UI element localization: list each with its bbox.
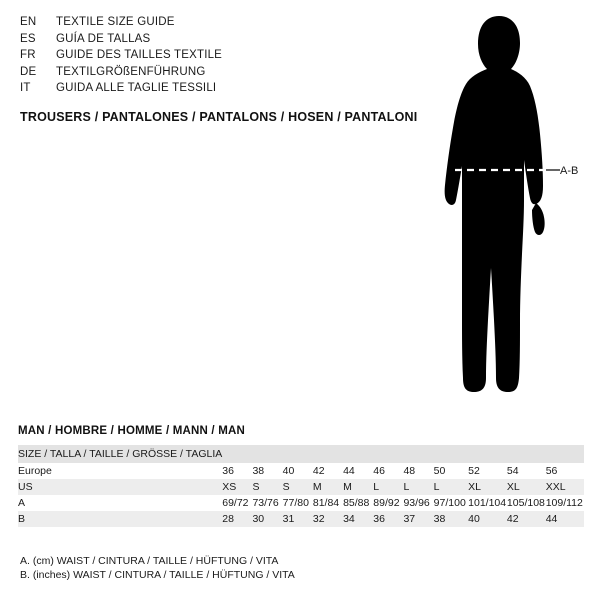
cell: 48 (403, 465, 416, 477)
language-row (20, 66, 400, 83)
cell: 38 (252, 465, 265, 477)
measure-label-ab: A-B (560, 165, 579, 177)
cell: 37 (403, 511, 433, 527)
cell (468, 445, 507, 463)
table-row (18, 479, 584, 495)
table-row (18, 463, 584, 479)
cell: 31 (283, 511, 313, 527)
size-table-area (18, 425, 584, 527)
cell (434, 445, 468, 463)
cell: 52 (468, 465, 480, 477)
cell: M (343, 479, 373, 495)
language-code: EN (20, 16, 37, 28)
cell (252, 445, 282, 463)
language-text: GUIDE DES TAILLES TEXTILE (56, 49, 223, 61)
cell (546, 445, 584, 463)
cell (373, 445, 403, 463)
page-title: TROUSERS / PANTALONES / PANTALONS / HOSEN / PANTALONI (20, 110, 418, 124)
row-label: A (18, 497, 26, 509)
cell: M (313, 479, 343, 495)
cell: 44 (343, 465, 355, 477)
language-row (20, 16, 400, 33)
cell: 44 (546, 511, 584, 527)
cell: S (283, 479, 313, 495)
cell: 32 (313, 511, 343, 527)
table-row (18, 445, 584, 463)
footnote-b: B. (inches) WAIST / CINTURA / TAILLE / HÜFTUNG / VITA (20, 569, 295, 581)
cell: 56 (545, 465, 558, 477)
language-code: FR (20, 49, 36, 61)
cell: 73/76 (252, 497, 279, 509)
cell: 77/80 (282, 497, 309, 509)
cell (313, 445, 343, 463)
table-caption: MAN / HOMBRE / HOMME / MANN / MAN (18, 425, 246, 437)
language-row (20, 82, 400, 99)
figure-illustration (400, 10, 600, 410)
cell: 101/104 (468, 497, 507, 509)
cell: XL (468, 479, 507, 495)
language-row (20, 49, 400, 66)
row-label: US (18, 479, 222, 495)
cell: XXL (546, 479, 584, 495)
cell: 42 (507, 511, 546, 527)
cell: XS (222, 479, 252, 495)
cell: 50 (433, 465, 446, 477)
cell: 54 (506, 465, 519, 477)
cell: 46 (373, 465, 385, 477)
language-list (20, 16, 400, 99)
cell: 93/96 (403, 497, 430, 509)
cell: 81/84 (312, 497, 340, 509)
language-code: IT (20, 82, 31, 94)
cell (507, 445, 546, 463)
cell: 105/108 (506, 497, 545, 509)
cell: 40 (282, 465, 295, 477)
man-silhouette-icon (400, 10, 600, 410)
language-code: ES (20, 32, 36, 45)
cell: 109/112 (545, 497, 583, 509)
cell (343, 445, 373, 463)
language-text: GUÍA DE TALLAS (56, 32, 151, 45)
language-text: TEXTILGRÖßENFÜHRUNG (56, 65, 206, 78)
size-table (18, 445, 584, 527)
row-label: Europe (18, 465, 52, 477)
cell: XL (507, 479, 546, 495)
cell: 36 (222, 465, 234, 477)
cell (222, 445, 252, 463)
cell: 28 (222, 511, 252, 527)
cell: S (252, 479, 282, 495)
cell: 40 (468, 511, 507, 527)
cell: 85/88 (343, 497, 370, 509)
cell: 42 (312, 465, 325, 477)
language-text: TEXTILE SIZE GUIDE (56, 16, 175, 28)
cell: L (434, 479, 468, 495)
cell: L (403, 479, 433, 495)
cell (283, 445, 313, 463)
footnote-a: A. (cm) WAIST / CINTURA / TAILLE / HÜFTUNG / VITA (20, 555, 279, 567)
cell: 97/100 (433, 497, 466, 509)
cell: 34 (343, 511, 373, 527)
row-label: B (18, 511, 222, 527)
row-label: SIZE / TALLA / TAILLE / GRÖSSE / TAGLIA (18, 445, 222, 463)
cell: L (373, 479, 403, 495)
cell: 38 (434, 511, 468, 527)
language-row (20, 33, 400, 50)
language-text: GUIDA ALLE TAGLIE TESSILI (56, 82, 217, 94)
language-code: DE (20, 65, 37, 78)
table-row (18, 511, 584, 527)
footnotes (20, 554, 295, 582)
table-row (18, 495, 584, 511)
cell: 36 (373, 511, 403, 527)
cell: 69/72 (222, 497, 249, 509)
cell: 89/92 (373, 497, 400, 509)
cell: 30 (252, 511, 282, 527)
cell (403, 445, 433, 463)
